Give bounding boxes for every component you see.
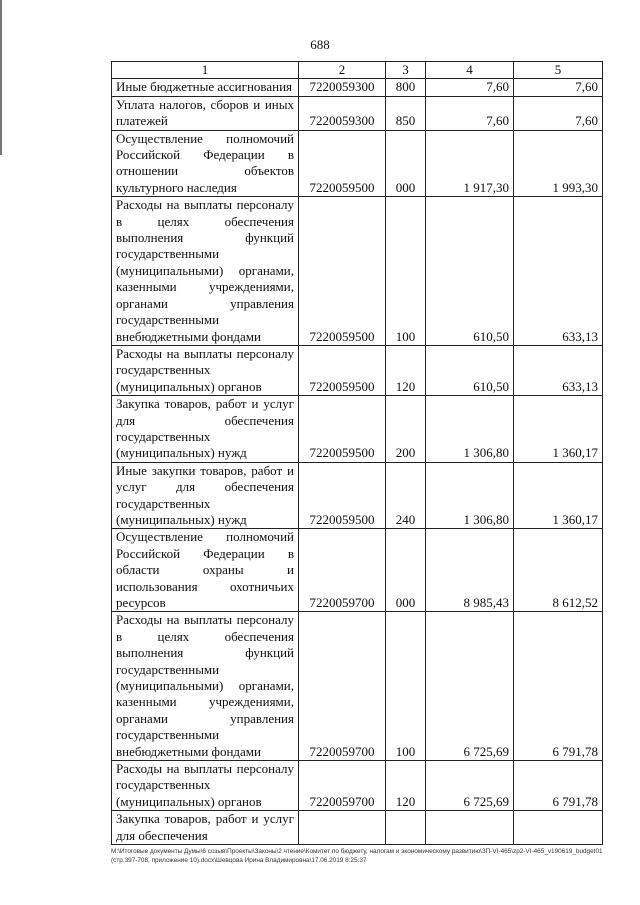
target-code: 7220059500 bbox=[299, 345, 386, 395]
target-code: 7220059700 bbox=[299, 529, 386, 612]
amount-col5: 633,13 bbox=[514, 197, 603, 346]
amount-col5: 633,13 bbox=[514, 345, 603, 395]
expense-type: 000 bbox=[386, 130, 426, 197]
column-header: 4 bbox=[426, 62, 514, 79]
expense-type: 200 bbox=[386, 396, 426, 463]
amount-col5: 1 993,30 bbox=[514, 130, 603, 197]
table-row bbox=[112, 130, 603, 197]
amount-col5 bbox=[514, 811, 603, 845]
page-number: 688 bbox=[310, 37, 330, 52]
column-header: 3 bbox=[386, 62, 426, 79]
expense-name: Расходы на выплаты персоналу государственных (муниципальных) органов bbox=[112, 761, 299, 811]
expense-type: 120 bbox=[386, 345, 426, 395]
target-code: 7220059500 bbox=[299, 462, 386, 529]
column-header: 5 bbox=[514, 62, 603, 79]
amount-col5: 6 791,78 bbox=[514, 761, 603, 811]
target-code: 7220059700 bbox=[299, 761, 386, 811]
expense-type: 850 bbox=[386, 96, 426, 130]
amount-col4: 6 725,69 bbox=[426, 612, 514, 761]
expense-name: Закупка товаров, работ и услуг для обеспечения государственных (муниципальных) нужд bbox=[112, 396, 299, 463]
expense-type: 120 bbox=[386, 761, 426, 811]
table-row bbox=[112, 396, 603, 463]
table-header-row bbox=[112, 62, 603, 79]
amount-col4: 1 917,30 bbox=[426, 130, 514, 197]
amount-col5: 1 360,17 bbox=[514, 396, 603, 463]
target-code: 7220059300 bbox=[299, 79, 386, 96]
amount-col4: 1 306,80 bbox=[426, 396, 514, 463]
table-row bbox=[112, 345, 603, 395]
target-code bbox=[299, 811, 386, 845]
expense-name: Уплата налогов, сборов и иных платежей bbox=[112, 96, 299, 130]
amount-col5: 7,60 bbox=[514, 96, 603, 130]
table-row bbox=[112, 96, 603, 130]
amount-col4: 7,60 bbox=[426, 96, 514, 130]
expense-name: Иные закупки товаров, работ и услуг для обеспечения государственных (муниципальных) нужд bbox=[112, 462, 299, 529]
expense-type: 240 bbox=[386, 462, 426, 529]
table-row bbox=[112, 197, 603, 346]
expense-type: 100 bbox=[386, 612, 426, 761]
table-row bbox=[112, 462, 603, 529]
budget-table bbox=[111, 61, 603, 845]
column-header: 1 bbox=[112, 62, 299, 79]
table-row bbox=[112, 529, 603, 612]
target-code: 7220059700 bbox=[299, 612, 386, 761]
expense-name: Расходы на выплаты персоналу государственных (муниципальных) органов bbox=[112, 345, 299, 395]
column-header: 2 bbox=[299, 62, 386, 79]
document-path-footer: M:\Итоговые документы Думы\6 созыв\Проекты\Законы\2 чтение\Комитет по бюджету, налогам и экономическому развитию\ЗП-VI-465\zp2-VI-465_v190619_budget01 (стр.397-708, приложение 10).docx\Шевцова Ирина Владимировна\17.06.2019 8:25:37 bbox=[111, 848, 603, 864]
amount-col4: 8 985,43 bbox=[426, 529, 514, 612]
amount-col4: 1 306,80 bbox=[426, 462, 514, 529]
expense-name: Расходы на выплаты персоналу в целях обеспечения выполнения функций государственными (муниципальными) органами, казенными учреждениями, органами управления государственными внебюджетными фондами bbox=[112, 197, 299, 346]
table-row bbox=[112, 761, 603, 811]
amount-col4: 610,50 bbox=[426, 345, 514, 395]
expense-name: Осуществление полномочий Российской Федерации в области охраны и использования охотничьих ресурсов bbox=[112, 529, 299, 612]
table-row bbox=[112, 79, 603, 96]
target-code: 7220059500 bbox=[299, 130, 386, 197]
amount-col4: 7,60 bbox=[426, 79, 514, 96]
expense-name: Осуществление полномочий Российской Федерации в отношении объектов культурного наследия bbox=[112, 130, 299, 197]
expense-type: 100 bbox=[386, 197, 426, 346]
margin-line bbox=[0, 0, 2, 155]
amount-col5: 6 791,78 bbox=[514, 612, 603, 761]
amount-col5: 7,60 bbox=[514, 79, 603, 96]
table-row bbox=[112, 811, 603, 845]
expense-type bbox=[386, 811, 426, 845]
target-code: 7220059500 bbox=[299, 197, 386, 346]
amount-col4: 610,50 bbox=[426, 197, 514, 346]
target-code: 7220059500 bbox=[299, 396, 386, 463]
expense-type: 800 bbox=[386, 79, 426, 96]
table-row bbox=[112, 612, 603, 761]
amount-col4 bbox=[426, 811, 514, 845]
expense-name: Расходы на выплаты персоналу в целях обеспечения выполнения функций государственными (муниципальными) органами, казенными учреждениями, органами управления государственными внебюджетными фондами bbox=[112, 612, 299, 761]
expense-type: 000 bbox=[386, 529, 426, 612]
amount-col5: 1 360,17 bbox=[514, 462, 603, 529]
target-code: 7220059300 bbox=[299, 96, 386, 130]
amount-col4: 6 725,69 bbox=[426, 761, 514, 811]
expense-name: Иные бюджетные ассигнования bbox=[112, 79, 299, 96]
expense-name: Закупка товаров, работ и услуг для обеспечения bbox=[112, 811, 299, 845]
amount-col5: 8 612,52 bbox=[514, 529, 603, 612]
